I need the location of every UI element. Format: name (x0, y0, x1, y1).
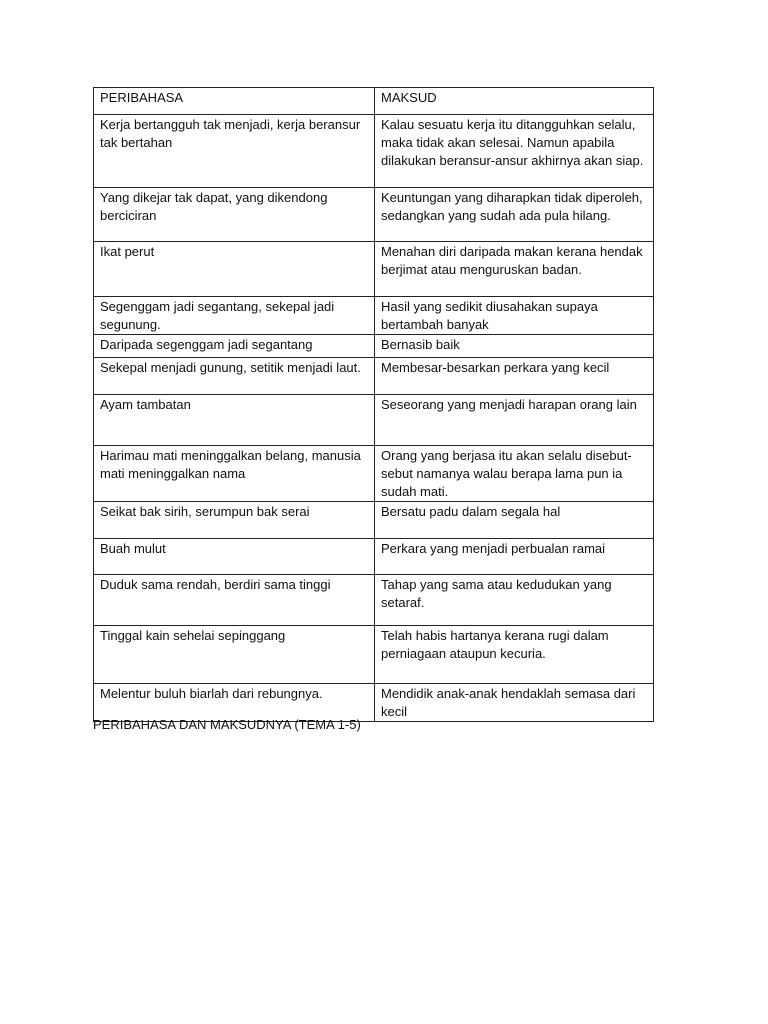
cell-maksud: Menahan diri daripada makan kerana hendak berjimat atau menguruskan badan. (375, 242, 654, 297)
table-row (94, 626, 654, 684)
table-header-row (94, 88, 654, 115)
cell-maksud: Tahap yang sama atau kedudukan yang setaraf. (375, 575, 654, 626)
cell-peribahasa: Duduk sama rendah, berdiri sama tinggi (94, 575, 375, 626)
table-row (94, 115, 654, 188)
cell-maksud: Membesar-besarkan perkara yang kecil (375, 358, 654, 395)
table-row (94, 395, 654, 446)
cell-maksud: Perkara yang menjadi perbualan ramai (375, 539, 654, 575)
cell-maksud: Telah habis hartanya kerana rugi dalam perniagaan ataupun kecuria. (375, 626, 654, 684)
table-row (94, 502, 654, 539)
cell-peribahasa: Ayam tambatan (94, 395, 375, 446)
header-maksud: MAKSUD (375, 88, 654, 115)
cell-peribahasa: Buah mulut (94, 539, 375, 575)
cell-peribahasa: Daripada segenggam jadi segantang (94, 335, 375, 358)
cell-peribahasa: Ikat perut (94, 242, 375, 297)
cell-peribahasa: Harimau mati meninggalkan belang, manusia mati meninggalkan nama (94, 446, 375, 502)
table-row (94, 335, 654, 358)
table-row (94, 358, 654, 395)
proverb-table (93, 87, 654, 722)
cell-maksud: Orang yang berjasa itu akan selalu disebut-sebut namanya walau berapa lama pun ia sudah mati. (375, 446, 654, 502)
table-row (94, 188, 654, 242)
cell-maksud: Hasil yang sedikit diusahakan supaya bertambah banyak (375, 297, 654, 335)
cell-maksud: Mendidik anak-anak hendaklah semasa dari kecil (375, 684, 654, 722)
cell-maksud: Seseorang yang menjadi harapan orang lain (375, 395, 654, 446)
table-row (94, 575, 654, 626)
cell-maksud: Keuntungan yang diharapkan tidak diperoleh, sedangkan yang sudah ada pula hilang. (375, 188, 654, 242)
header-peribahasa: PERIBAHASA (94, 88, 375, 115)
cell-peribahasa: Seikat bak sirih, serumpun bak serai (94, 502, 375, 539)
table-row (94, 446, 654, 502)
table-row (94, 242, 654, 297)
cell-peribahasa: Sekepal menjadi gunung, setitik menjadi laut. (94, 358, 375, 395)
table-row (94, 297, 654, 335)
cell-maksud: Bernasib baik (375, 335, 654, 358)
cell-maksud: Kalau sesuatu kerja itu ditangguhkan selalu, maka tidak akan selesai. Namun apabila dilakukan beransur-ansur akhirnya akan siap. (375, 115, 654, 188)
cell-peribahasa: Yang dikejar tak dapat, yang dikendong berciciran (94, 188, 375, 242)
cell-peribahasa: Tinggal kain sehelai sepinggang (94, 626, 375, 684)
cell-maksud: Bersatu padu dalam segala hal (375, 502, 654, 539)
cell-peribahasa: Segenggam jadi segantang, sekepal jadi segunung. (94, 297, 375, 335)
cell-peribahasa: Kerja bertangguh tak menjadi, kerja beransur tak bertahan (94, 115, 375, 188)
table-caption: PERIBAHASA DAN MAKSUDNYA (TEMA 1-5) (93, 717, 361, 732)
table-row (94, 539, 654, 575)
cell-peribahasa: Melentur buluh biarlah dari rebungnya. (94, 684, 375, 722)
